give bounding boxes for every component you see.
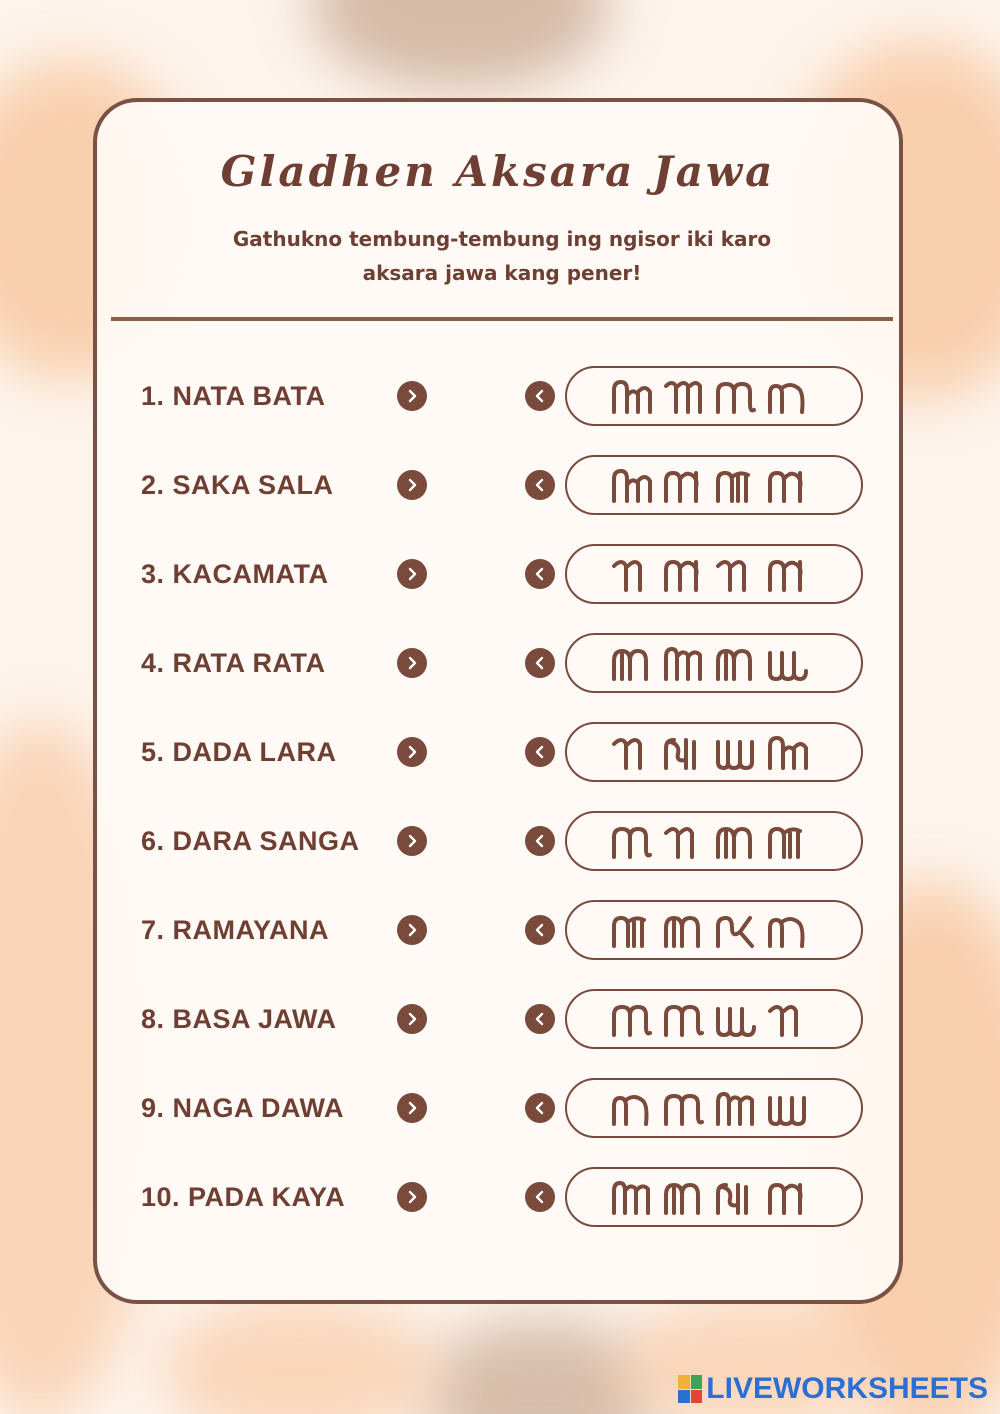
liveworksheets-logo-icon (678, 1375, 702, 1403)
match-dot-right-icon[interactable] (397, 1182, 427, 1212)
match-dot-right-icon[interactable] (397, 559, 427, 589)
match-row-1 (97, 366, 899, 426)
match-row-8 (97, 989, 899, 1049)
aksara-glyph (614, 471, 650, 501)
match-dot-left-icon[interactable] (525, 1182, 555, 1212)
aksara-glyph (718, 742, 752, 768)
match-dot-right-icon[interactable] (397, 470, 427, 500)
aksara-jawa-script-icon (604, 819, 824, 863)
aksara-jawa-script-icon (604, 1086, 824, 1130)
liveworksheets-logo (678, 1372, 988, 1406)
match-row-4 (97, 633, 899, 693)
aksara-glyph (614, 562, 640, 590)
aksara-glyph (614, 651, 646, 679)
match-row-9 (97, 1078, 899, 1138)
aksara-glyph (770, 919, 803, 946)
aksara-glyph (614, 740, 640, 768)
page-title: Gladhen Aksara Jawa (220, 147, 776, 196)
aksara-glyph (614, 829, 650, 857)
aksara-jawa-option[interactable] (565, 811, 863, 871)
match-dot-left-icon[interactable] (525, 1093, 555, 1123)
divider (111, 317, 893, 321)
aksara-glyph (770, 1098, 804, 1124)
match-dot-left-icon[interactable] (525, 1004, 555, 1034)
aksara-glyph (770, 1007, 796, 1035)
aksara-glyph (718, 473, 748, 501)
aksara-jawa-script-icon (604, 908, 824, 952)
aksara-glyph (770, 385, 803, 412)
match-row-3 (97, 544, 899, 604)
match-dot-right-icon[interactable] (397, 826, 427, 856)
match-dot-right-icon[interactable] (397, 1004, 427, 1034)
aksara-glyph (666, 1007, 702, 1035)
aksara-jawa-option[interactable] (565, 633, 863, 693)
aksara-glyph (666, 829, 692, 857)
word-label: 4. RATA RATA (141, 648, 326, 678)
aksara-glyph (718, 1094, 752, 1124)
aksara-glyph (666, 473, 697, 501)
match-dot-right-icon[interactable] (397, 1093, 427, 1123)
aksara-glyph (666, 740, 694, 768)
aksara-glyph (614, 382, 650, 412)
instructions (197, 222, 807, 290)
match-dot-left-icon[interactable] (525, 915, 555, 945)
word-label: 3. KACAMATA (141, 559, 329, 589)
word-label: 8. BASA JAWA (141, 1004, 337, 1034)
aksara-glyph (614, 918, 644, 946)
aksara-glyph (770, 653, 806, 679)
match-dot-right-icon[interactable] (397, 381, 427, 411)
worksheet-card (93, 98, 903, 1304)
word-label: 2. SAKA SALA (141, 470, 334, 500)
match-row-10 (97, 1167, 899, 1227)
aksara-glyph (718, 1185, 746, 1213)
aksara-glyph (614, 1007, 650, 1035)
aksara-jawa-option[interactable] (565, 1167, 863, 1227)
aksara-glyph (770, 562, 801, 590)
word-label: 10. PADA KAYA (141, 1182, 346, 1212)
aksara-jawa-option[interactable] (565, 989, 863, 1049)
aksara-glyph (718, 384, 754, 412)
match-dot-right-icon[interactable] (397, 648, 427, 678)
aksara-jawa-script-icon (604, 997, 824, 1041)
aksara-jawa-script-icon (604, 730, 824, 774)
aksara-glyph (666, 562, 697, 590)
match-row-6 (97, 811, 899, 871)
aksara-glyph (718, 918, 752, 946)
instructions-line-2: aksara jawa kang pener! (362, 261, 642, 285)
aksara-glyph (666, 383, 700, 412)
aksara-jawa-option[interactable] (565, 900, 863, 960)
brand-name: LIVEWORKSHEETS (706, 1372, 988, 1405)
aksara-glyph (666, 1096, 702, 1124)
aksara-glyph (666, 649, 700, 679)
word-label: 1. NATA BATA (141, 381, 326, 411)
aksara-jawa-option[interactable] (565, 366, 863, 426)
aksara-glyph (614, 1183, 648, 1213)
aksara-jawa-option[interactable] (565, 455, 863, 515)
word-label: 5. DADA LARA (141, 737, 337, 767)
aksara-glyph (666, 1185, 698, 1213)
aksara-glyph (614, 1097, 647, 1124)
aksara-jawa-script-icon (604, 641, 824, 685)
aksara-glyph (770, 1185, 801, 1213)
aksara-jawa-script-icon (604, 552, 824, 596)
aksara-jawa-option[interactable] (565, 1078, 863, 1138)
match-dot-left-icon[interactable] (525, 826, 555, 856)
word-label: 9. NAGA DAWA (141, 1093, 345, 1123)
aksara-glyph (770, 829, 800, 857)
word-label: 6. DARA SANGA (141, 826, 360, 856)
aksara-glyph (666, 918, 698, 946)
aksara-glyph (718, 562, 744, 590)
aksara-jawa-option[interactable] (565, 722, 863, 782)
aksara-glyph (718, 1009, 754, 1035)
instructions-line-1: Gathukno tembung-tembung ing ngisor iki karo (232, 227, 772, 251)
aksara-glyph (718, 829, 750, 857)
match-dot-right-icon[interactable] (397, 737, 427, 767)
aksara-jawa-script-icon (604, 463, 824, 507)
match-dot-left-icon[interactable] (525, 381, 555, 411)
aksara-jawa-script-icon (604, 374, 824, 418)
aksara-jawa-option[interactable] (565, 544, 863, 604)
aksara-glyph (718, 651, 750, 679)
match-dot-left-icon[interactable] (525, 737, 555, 767)
aksara-glyph (770, 473, 801, 501)
match-dot-left-icon[interactable] (525, 559, 555, 589)
match-row-2 (97, 455, 899, 515)
aksara-jawa-script-icon (604, 1175, 824, 1219)
match-row-7 (97, 900, 899, 960)
match-row-5 (97, 722, 899, 782)
match-dot-left-icon[interactable] (525, 648, 555, 678)
word-label: 7. RAMAYANA (141, 915, 330, 945)
match-dot-right-icon[interactable] (397, 915, 427, 945)
match-dot-left-icon[interactable] (525, 470, 555, 500)
aksara-glyph (770, 738, 806, 768)
